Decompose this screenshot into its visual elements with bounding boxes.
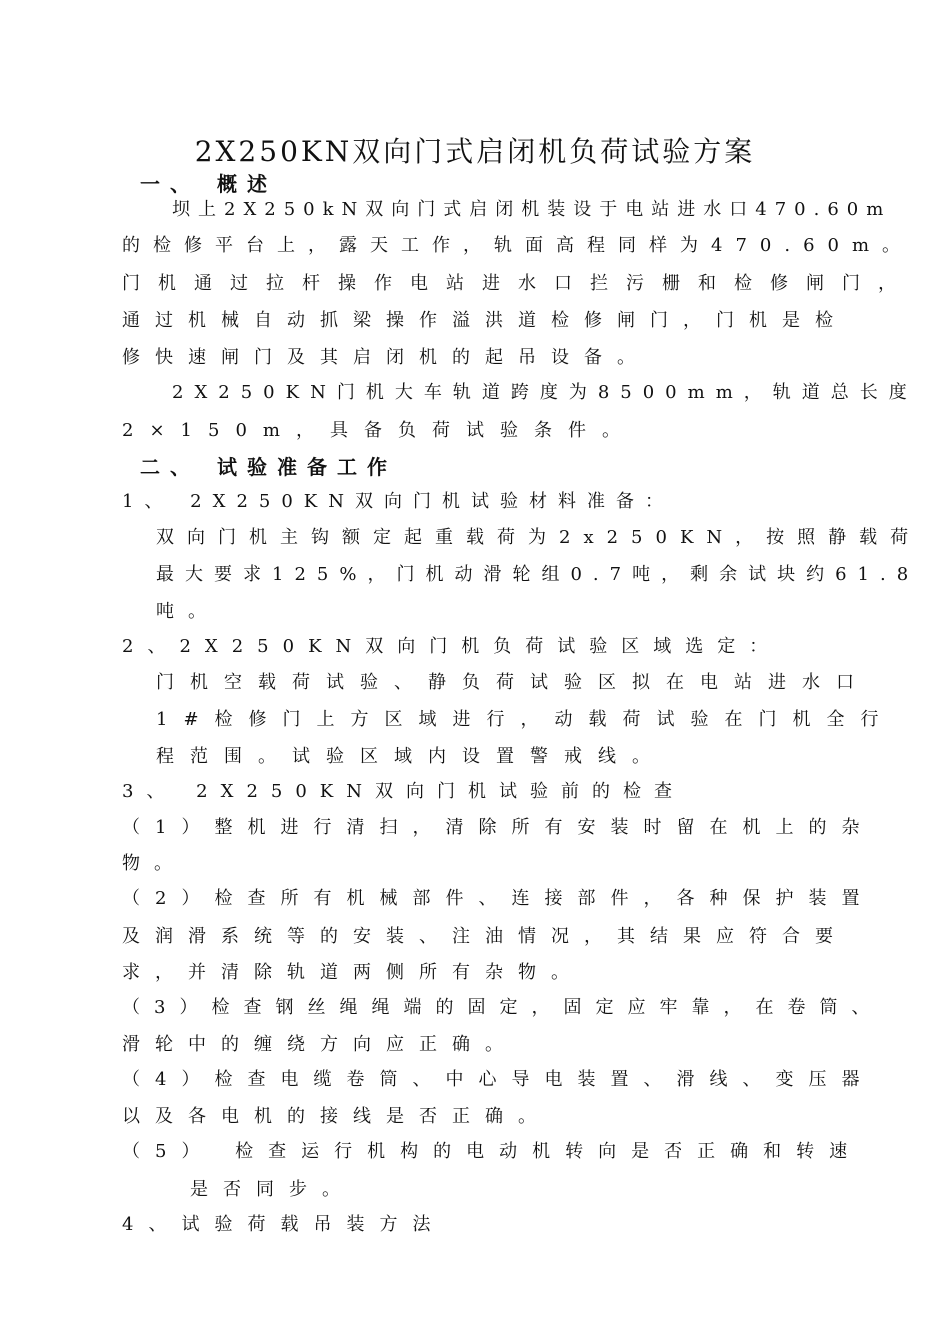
paragraph-line: 的检修平台上，露天工作，轨面高程同样为470.60m。 [122,235,914,256]
paragraph-line: 以及各电机的接线是否正确。 [122,1106,551,1127]
item-3-label: 3、 2X250KN双向门机试验前的检查 [122,781,685,802]
paragraph-line: 门机通过拉杆操作电站进水口拦污栅和检修闸门， [122,273,914,294]
paragraph-line: 修快速闸门及其启闭机的起吊设备。 [122,347,650,368]
item-4-label: 4、试验荷载吊装方法 [122,1214,446,1235]
paragraph-line: 程范围。试验区域内设置警戒线。 [156,746,666,767]
paragraph-line: 2×150m，具备负荷试验条件。 [122,420,636,441]
paragraph-line: （4）检查电缆卷筒、中心导电装置、滑线、变压器 [122,1069,875,1090]
paragraph-line: 求，并清除轨道两侧所有杂物。 [122,962,584,983]
paragraph-line: 2X250KN门机大车轨道跨度为8500mm，轨道总长度 [172,382,918,403]
paragraph-line: 坝上2X250kN双向门式启闭机装设于电站进水口470.60m [172,199,892,220]
paragraph-line: 1#检修门上方区域进行，动载荷试验在门机全行 [156,709,895,730]
paragraph-line: 门机空载荷试验、静负荷试验区拟在电站进水口 [156,672,870,693]
paragraph-line: 吨。 [156,601,220,622]
document-title: 2X250KN双向门式启闭机负荷试验方案 [194,135,756,168]
paragraph-line: （1）整机进行清扫，清除所有安装时留在机上的杂 [122,817,875,838]
paragraph-line: （3）检查钢丝绳绳端的固定，固定应牢靠，在卷筒、 [122,997,884,1018]
paragraph-line: 及润滑系统等的安装、注油情况，其结果应符合要 [122,926,848,947]
paragraph-line: （5） 检查运行机构的电动机转向是否正确和转速 [122,1141,863,1162]
paragraph-line: 通过机械自动抓梁操作溢洪道检修闸门，门机是检 [122,310,848,331]
paragraph-line: 是否同步。 [190,1179,355,1200]
item-2-label: 2、2X250KN双向门机负荷试验区域选定： [122,636,782,657]
item-1-label: 1、 2X250KN双向门机试验材料准备： [122,491,674,512]
paragraph-line: （2）检查所有机械部件、连接部件，各种保护装置 [122,888,875,909]
section-2-heading: 二、 试验准备工作 [140,455,397,479]
paragraph-line: 双向门机主钩额定起重载荷为2x250KN，按照静载荷 [156,527,922,548]
paragraph-line: 物。 [122,853,186,874]
section-1-heading: 一、 概述 [140,172,277,196]
paragraph-line: 滑轮中的缠绕方向应正确。 [122,1034,518,1055]
paragraph-line: 最大要求125%，门机动滑轮组0.7吨，剩余试块约61.8 [156,564,920,585]
